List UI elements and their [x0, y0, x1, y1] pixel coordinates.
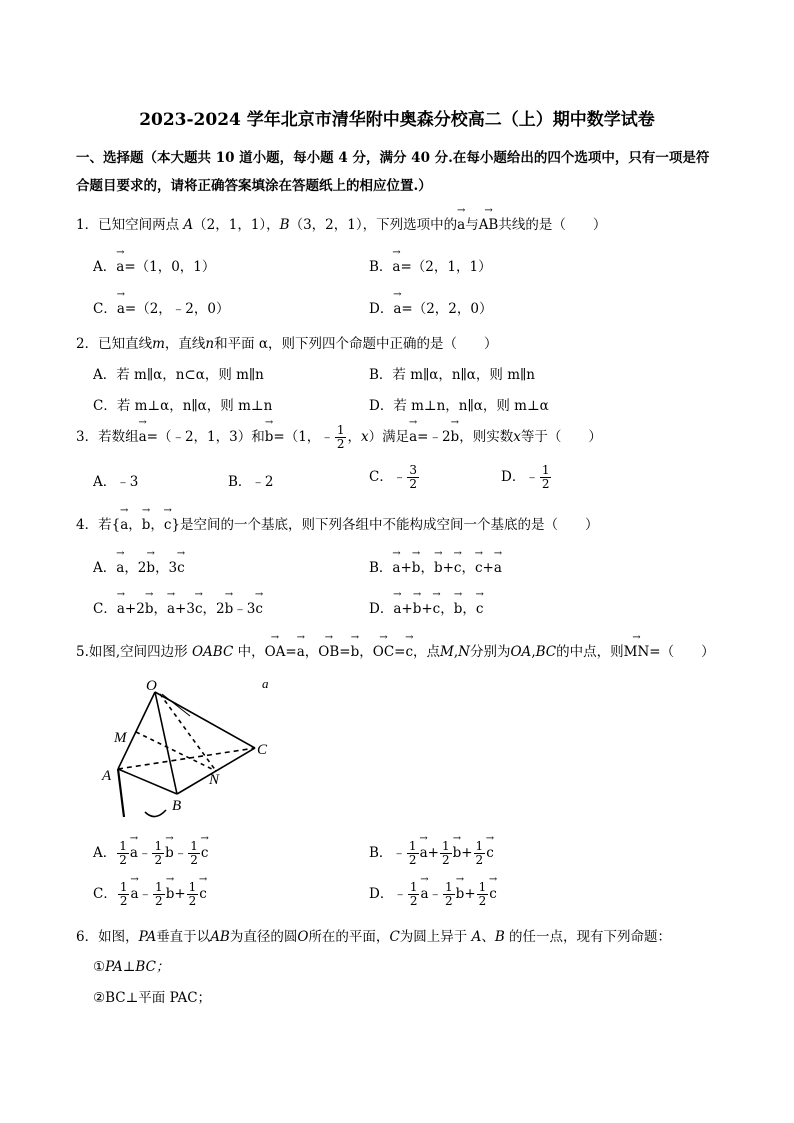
page-title: 2023-2024 学年北京市清华附中奥森分校高二（上）期中数学试卷 — [139, 110, 655, 130]
q1-stem: 1．已知空间两点 A（2，1，1），B（3，2，1），下列选项中的→ a与→ AB共线的是（ ） — [76, 213, 606, 233]
q2-option-d[interactable]: D．若 m⊥n，n∥α，则 m⊥α — [369, 398, 549, 414]
q5-option-d[interactable]: D．﹣ $\frac{1}{2}$ → a﹣ $\frac{1}{2}$ → b+ $\frac{1}{2}$ → c — [369, 881, 497, 908]
label-b: B — [172, 798, 182, 814]
q3-option-d[interactable]: D．﹣ $\frac{1}{2}$ — [501, 463, 550, 491]
q4-option-b[interactable]: B．→ a+→ b，→ b+→ c，→ c+→ a — [369, 556, 502, 576]
q3-option-b[interactable]: B．﹣2 — [228, 474, 274, 490]
q1-option-c[interactable]: C．→ a=（2，﹣2，0） — [93, 297, 230, 317]
tetrahedron-diagram — [100, 672, 290, 830]
q5-option-c[interactable]: C． $\frac{1}{2}$ → a﹣ $\frac{1}{2}$ → b+ $\frac{1}{2}$ → c — [93, 881, 207, 908]
q6-item-1: ①PA⊥BC； — [93, 959, 170, 975]
q4-option-a[interactable]: A．→ a，2→ b，3→ c — [93, 556, 185, 576]
edge-ab — [118, 769, 177, 794]
section-header-line1: 一、选择题（本大题共 10 道小题，每小题 4 分，满分 40 分.在每小题给出的四个选项中，只有一项是符 — [76, 150, 710, 166]
edge-ac-hidden — [118, 748, 255, 769]
q4-option-d[interactable]: D．→ a+→ b+→ c，→ b，→ c — [369, 597, 483, 617]
q4-stem: 4．若{→ a，→ b，→ c}是空间的一个基底，则下列各组中不能构成空间一个基底的是（ ） — [76, 513, 599, 533]
q1-option-a[interactable]: A．→ a=（1，0，1） — [93, 255, 215, 275]
label-n: N — [209, 772, 220, 788]
q6-stem: 6．如图，PA垂直于以AB为直径的圆O所在的平面，C为圆上异于 A、B 的任一点，现有下列命题： — [76, 929, 672, 945]
q1-option-b[interactable]: B．→ a=（2，1，1） — [369, 255, 492, 275]
q5-stem: 5.如图,空间四边形 OABC 中，→ OA=→ a，→ OB=→ b，→ OC=→ c，点M,N分别为OA,BC的中点，则→ MN=（ ） — [76, 640, 715, 660]
label-o: O — [146, 678, 157, 694]
q5-option-b[interactable]: B．﹣ $\frac{1}{2}$ → a+ $\frac{1}{2}$ → b+ $\frac{1}{2}$ → c — [369, 840, 494, 867]
scribble-stroke — [118, 769, 124, 817]
label-a: A — [102, 768, 112, 784]
q3-option-a[interactable]: A．﹣3 — [93, 474, 139, 490]
q3-option-c[interactable]: C．﹣ $\frac{3}{2}$ — [369, 463, 417, 491]
q4-option-c[interactable]: C．→ a+2→ b，→ a+3→ c，2→ b﹣3→ c — [93, 597, 263, 617]
q2-stem: 2．已知直线m，直线n和平面 α，则下列四个命题中正确的是（ ） — [76, 336, 498, 352]
q5-option-a[interactable]: A． $\frac{1}{2}$ → a﹣ $\frac{1}{2}$ → b﹣ $\frac{1}{2}$ → c — [93, 840, 208, 867]
label-c: C — [257, 742, 268, 758]
label-a-vec: a — [262, 676, 269, 691]
q2-option-a[interactable]: A．若 m∥α，n⊂α，则 m∥n — [93, 367, 264, 383]
q1-option-d[interactable]: D．→ a=（2，2，0） — [369, 297, 492, 317]
q2-option-b[interactable]: B．若 m∥α，n∥α，则 m∥n — [369, 367, 535, 383]
label-m: M — [114, 730, 127, 746]
q2-option-c[interactable]: C．若 m⊥α，n∥α，则 m⊥n — [93, 398, 273, 414]
q3-stem: 3．若数组→ a=（﹣2，1，3）和→ b=（1，﹣ $\frac{1}{2}$ ，x）满足→ a=﹣2→ b，则实数x等于（ ） — [76, 424, 602, 451]
scribble-curve — [145, 810, 166, 817]
tetrahedron-figure — [100, 672, 290, 830]
arrow-stroke — [162, 694, 190, 716]
section-header-line2: 合题目要求的，请将正确答案填涂在答题纸上的相应位置.） — [76, 178, 432, 194]
segment-on — [160, 694, 216, 771]
q6-item-2: ②BC⊥平面 PAC； — [93, 990, 212, 1006]
